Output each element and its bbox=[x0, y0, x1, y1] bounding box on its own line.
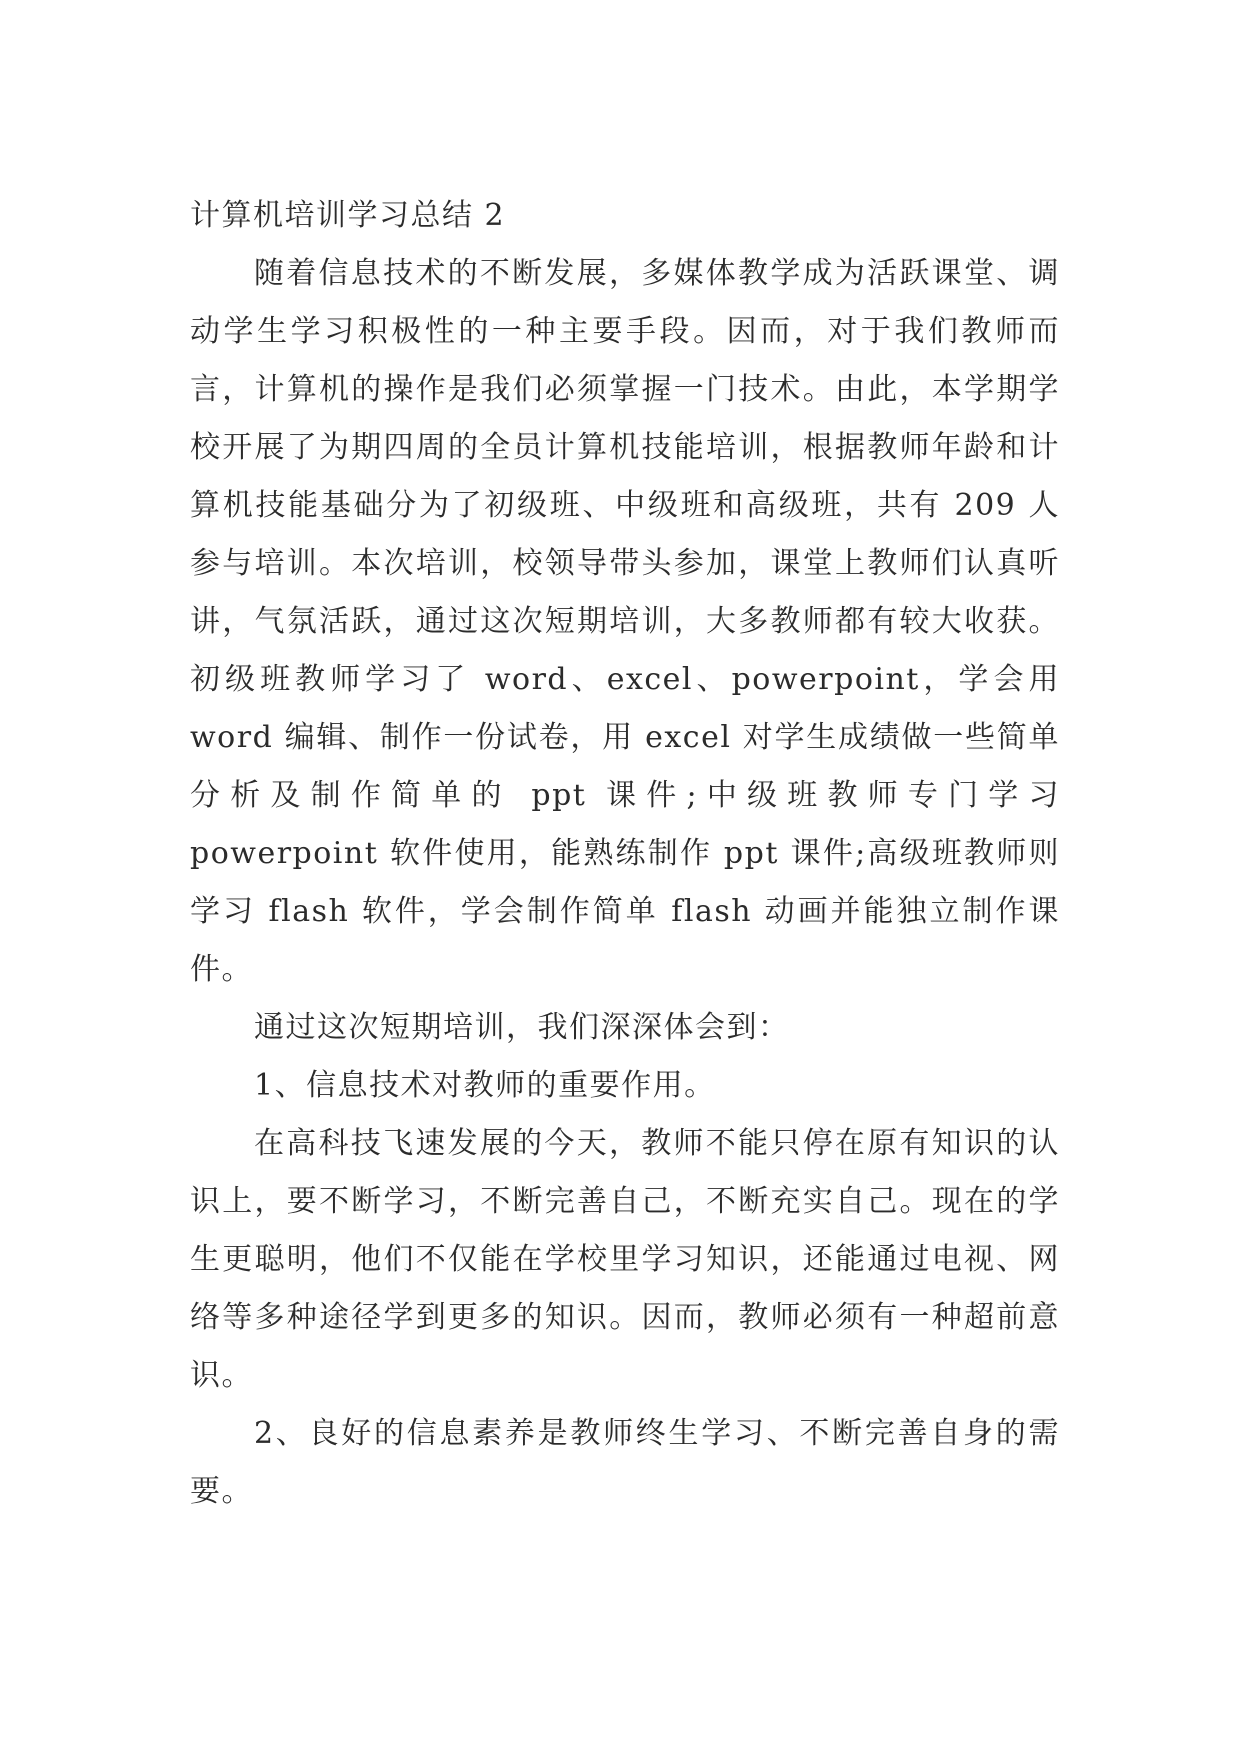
document-body bbox=[190, 187, 1060, 1521]
paragraph-point-2-heading: 2、良好的信息素养是教师终生学习、不断完善自身的需要。 bbox=[190, 1416, 1060, 1509]
paragraph-point-1-heading: 1、信息技术对教师的重要作用。 bbox=[254, 1068, 716, 1103]
document-title: 计算机培训学习总结 2 bbox=[190, 198, 506, 233]
paragraph-intro: 随着信息技术的不断发展，多媒体教学成为活跃课堂、调动学生学习积极性的一种主要手段。因而，对于我们教师而言，计算机的操作是我们必须掌握一门技术。由此，本学期学校开展了为期四周的全员计算机技能培训，根据教师年龄和计算机技能基础分为了初级班、中级班和高级班，共有 209 人参与培训。本次培训，校领导带头参加，课堂上教师们认真听讲，气氛活跃，通过这次短期培训，大多教师都有较大收获。初级班教师学习了 word、excel、powerpoint，学会用 word 编辑、制作一份试卷，用 excel 对学生成绩做一些简单分析及制作简单的 ppt 课件;中级班教师专门学习 powerpoint 软件使用，能熟练制作 ppt 课件;高级班教师则学习 flash 软件，学会制作简单 flash 动画并能独立制作课件。 bbox=[190, 256, 1060, 987]
paragraph-experience-lead: 通过这次短期培训，我们深深体会到： bbox=[254, 1010, 790, 1045]
paragraph-point-1-body: 在高科技飞速发展的今天，教师不能只停在原有知识的认识上，要不断学习，不断完善自己，不断充实自己。现在的学生更聪明，他们不仅能在学校里学习知识，还能通过电视、网络等多种途径学到更多的知识。因而，教师必须有一种超前意识。 bbox=[190, 1126, 1060, 1393]
